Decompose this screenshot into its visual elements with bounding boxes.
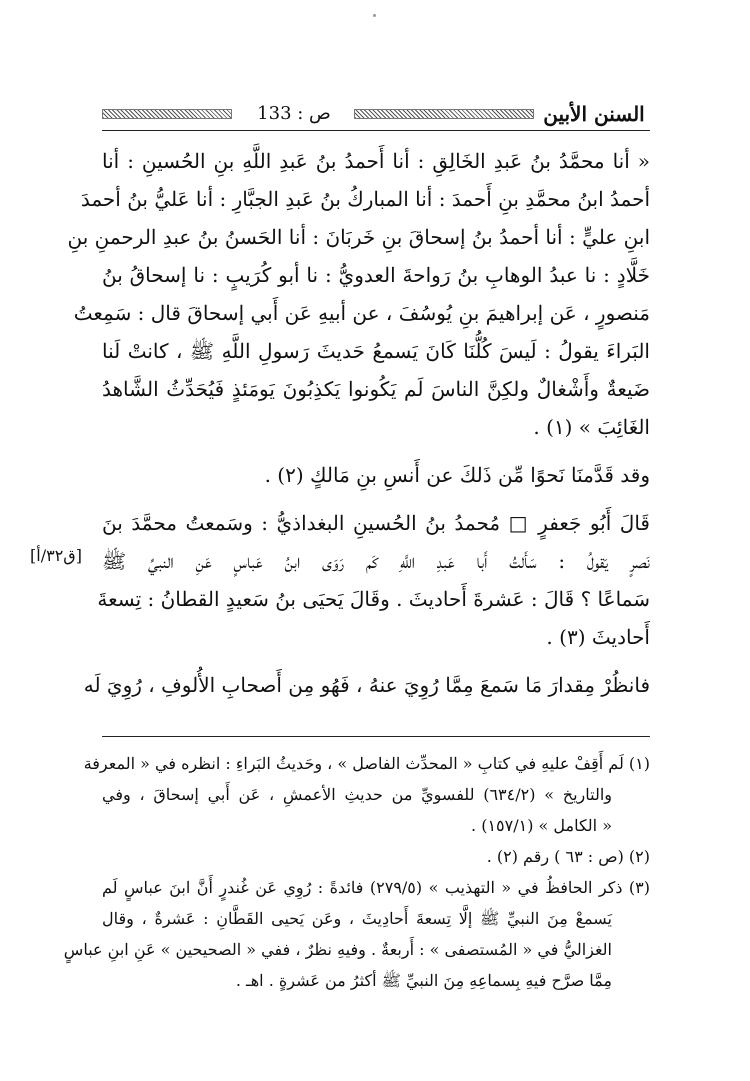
text-line: ضَيعةٌ وأَشْغالٌ ولكِنَّ الناسَ لَم يَكُونوا يَكذِبُونَ يَومَئذٍ فَيُحَدِّثُ الشَّاهدُ — [102, 377, 650, 401]
footnote-line: الغزاليُّ في « المُستصفى » : أَربعةٌ . وفيهِ نظرٌ ، ففي « الصحيحين » عَنِ ابنِ عباسٍ — [63, 940, 612, 959]
footnote-line: مِمَّا صرَّح فيهِ بِسماعِهِ مِنَ النبيِّ ﷺ أكثرُ من عَشرةٍ . اهـ . — [235, 971, 612, 990]
text-line: قَالَ أَبُو جَعفرٍ □ مُحمدُ بنُ الحُسينِ البغداذيُّ : وسَمعتُ محمَّدَ بنَ — [102, 511, 650, 535]
text-line: « أنا محمَّدُ بنُ عَبدِ الخَالِقِ : أنا أَحمدُ بنُ عَبدِ اللَّهِ بنِ الحُسينِ : أنا — [102, 149, 650, 173]
top-dot — [373, 14, 376, 17]
text-line: أحمدُ ابنُ محمَّدِ بنِ أَحمدَ : أنا المباركُ بنُ عَبدِ الجبَّارِ : أنا عَليُّ بنُ أحمدَ — [80, 187, 650, 211]
footnote-line: (٢) (ص : ٦٣ ) رقم (٢) . — [486, 847, 650, 866]
text-line: مَنصورٍ ، عَن إبراهيمَ بنِ يُوسُفَ ، عن أبيهِ عَن أَبي إسحاقَ قال : سَمِعتُ — [73, 301, 650, 325]
text-line: البَراءَ يقولُ : لَيسَ كُلُّنَا كَانَ يَسمعُ حَديثَ رَسولِ اللَّهِ ﷺ ، كانتْ لَنا — [102, 339, 650, 363]
footnote-line: والتاريخ » (٦٣٤/٢) للفسويِّ من حديثِ الأعمشِ ، عَن أَبي إسحاقَ ، وفي — [102, 785, 612, 804]
text-line: سَماعًا ؟ قَالَ : عَشرةَ أَحاديثَ . وقَالَ يَحيَى بنُ سَعيدٍ القطانُ : تِسعةَ — [97, 587, 650, 611]
footnote-line: (٣) ذكر الحافظُ في « التهذيب » (٢٧٩/٥) فائدةً : رُوِي عَن غُندرٍ أَنَّ ابنَ عباسٍ لَم — [102, 878, 651, 897]
book-title: السنن الأبين — [543, 102, 645, 126]
footnotes — [63, 748, 651, 996]
header-ornament-middle — [354, 109, 534, 119]
header-ornament-left — [102, 109, 232, 119]
main-text — [67, 142, 650, 704]
text-line: فانظُرْ مِقدارَ مَا سَمعَ مِمَّا رُوِيَ عنهُ ، فَهُو مِن أَصحابِ الأُلوفِ ، رُوِيَ لَه — [83, 673, 650, 697]
text-line: وقد قَدَّمنَا نَحوًا مِّن ذَلكَ عن أَنسِ بنِ مَالكٍ (٢) . — [264, 463, 650, 487]
page-number: ص : 133 — [257, 103, 331, 124]
running-header — [102, 100, 650, 130]
paragraph-gap — [102, 446, 650, 456]
text-line: نَصرٍ يَقولُ : سَأَلتُ أَبا عَبدِ اللَّهِ كَم رَوَى ابنُ عَباسٍ عَنِ النبيِّ ﷺ — [102, 549, 650, 573]
manuscript-folio-marker: [ق٣٢/أ] — [30, 546, 82, 565]
paragraph-gap — [102, 656, 650, 666]
footnote-line: يَسمعْ مِنَ النبيِّ ﷺ إلَّا تِسعةَ أَحادِيثَ ، وعَن يَحيى القَطَّانِ : عَشرةٌ ، وقال — [102, 909, 612, 928]
paragraph-gap — [102, 494, 650, 504]
header-rule — [102, 130, 650, 131]
text-line: خَلَّادٍ : نا عبدُ الوهابِ بنُ رَواحةَ العدويُّ : نا أبو كُرَيبٍ : نا إسحاقُ بنُ — [102, 263, 650, 287]
text-line: ابنِ عليٍّ : أنا أحمدُ بنُ إسحاقَ بنِ خَربَانَ : أنا الحَسنُ بنُ عبدِ الرحمنِ بنِ — [67, 225, 650, 249]
text-line: أَحاديثَ (٣) . — [546, 625, 650, 649]
footnote-rule — [102, 736, 650, 737]
footnote-line: (١) لَم أَقِفْ عليهِ في كتابِ « المحدِّث الفاصل » ، وحَديثُ البَراءِ : انظره في « المعرفة — [83, 754, 650, 773]
text-line: الغَائِبَ » (١) . — [533, 415, 650, 439]
footnote-line: « الكامل » (١٥٧/١) . — [471, 816, 612, 835]
